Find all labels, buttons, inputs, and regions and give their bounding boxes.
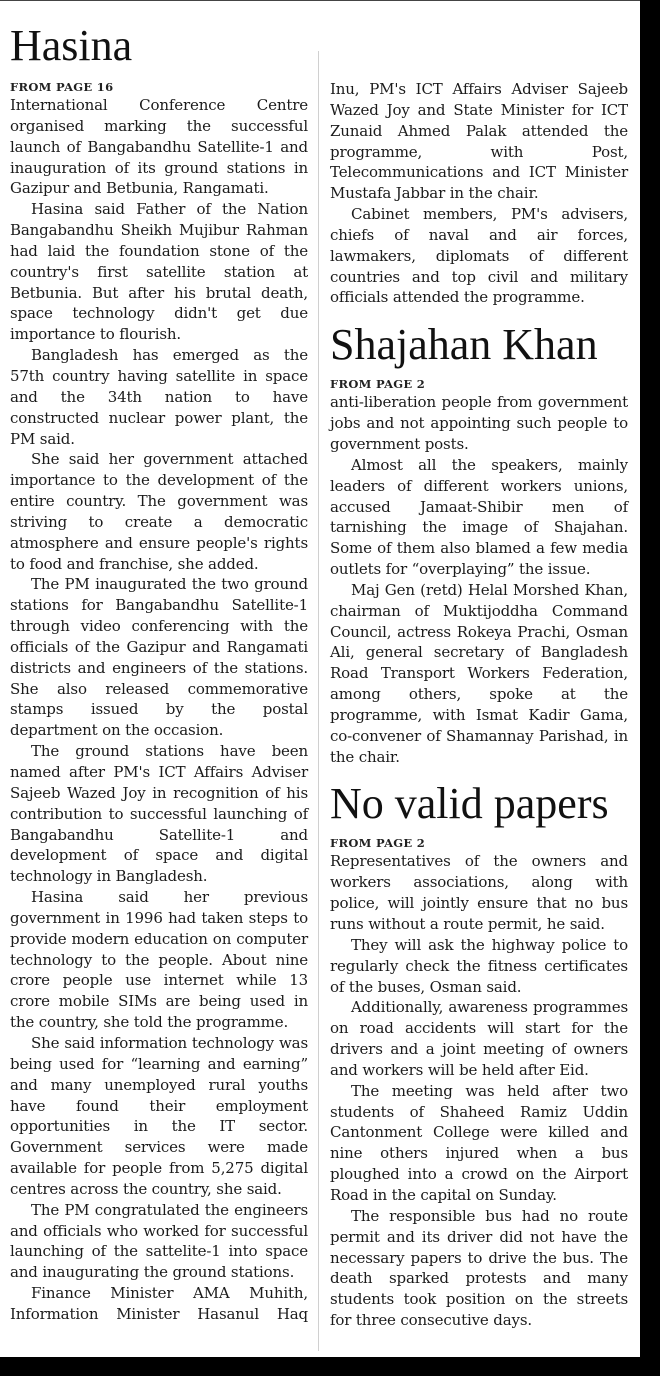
hasina-paragraph-10: Finance Minister AMA Muhith, Information Minister Hasanul Haq — [10, 1284, 308, 1323]
papers-paragraph-1: Representatives of the owners and workers associations, along with police, will jointly ensure that no bus runs without a route permit, he said. — [330, 852, 628, 933]
shajahan-paragraph-3: Maj Gen (retd) Helal Morshed Khan, chairman of Muktijoddha Command Council, actress Rokeya Prachi, Osman Ali, general secretary of Bangladesh Road Transport Workers Federation, among others, spoke at the programme, with Ismat Kadir Gama, co-convener of Shamannay Parishad, in the chair. — [330, 580, 628, 766]
column-divider — [318, 51, 319, 1351]
papers-paragraph-2: They will ask the highway police to regularly check the fitness certificates of the buses, Osman said. — [330, 935, 628, 996]
hasina-paragraph-6: The ground stations have been named after PM's ICT Affairs Adviser Sajeeb Wazed Joy in recognition of his contribution to successful launching of Bangabandhu Satellite-1 and development of space and digital technology in Bangladesh. — [10, 742, 308, 886]
right-column — [330, 79, 628, 1331]
left-column — [10, 1, 308, 1325]
hasina-paragraph-7: Hasina said her previous government in 1996 had taken steps to provide modern education on computer technology to the people. About nine crore people use internet while 13 crore mobile SIMs are being used in the country, she told the programme. — [10, 888, 308, 1032]
headline-hasina: Hasina — [10, 21, 133, 70]
papers-paragraph-4: The meeting was held after two students of Shaheed Ramiz Uddin Cantonment College were killed and nine others injured when a bus ploughed into a crowd on the Airport Road in the capital on Sunday. — [330, 1081, 628, 1204]
shajahan-paragraph-1: anti-liberation people from government jobs and not appointing such people to government posts. — [330, 393, 628, 453]
from-page-shajahan-khan: FROM PAGE 2 — [330, 377, 426, 392]
hasina-paragraph-3: Bangladesh has emerged as the 57th country having satellite in space and the 34th nation to have constructed nuclear power plant, the PM said. — [10, 346, 308, 448]
hasina-paragraph-5: The PM inaugurated the two ground stations for Bangabandhu Satellite-1 through video conferencing with the officials of the Gazipur and Rangamati districts and engineers of the stations. She also released commemorative stamps issued by the postal department on the occasion. — [10, 575, 308, 740]
hasina-paragraph-11: Cabinet members, PM's advisers, chiefs of naval and air forces, lawmakers, diplomats of different countries and top civil and military officials attended the programme. — [330, 205, 628, 307]
shajahan-paragraph-2: Almost all the speakers, mainly leaders of different workers unions, accused Jamaat-Shibir men of tarnishing the image of Shajahan. Some of them also blamed a few media outlets for “overplaying” the issue. — [330, 455, 628, 579]
hasina-paragraph-1: International Conference Centre organised marking the successful launch of Bangabandhu Satellite-1 and inauguration of its ground stations in Gazipur and Betbunia, Rangamati. — [10, 96, 308, 198]
papers-paragraph-5: The responsible bus had no route permit and its driver did not have the necessary papers to drive the bus. The death sparked protests and many students took position on the streets for three consecutive days. — [330, 1206, 628, 1330]
hasina-paragraph-2: Hasina said Father of the Nation Bangabandhu Sheikh Mujibur Rahman had laid the foundation stone of the country's first satellite station at Betbunia. But after his brutal death, space technology didn't get due importance to flourish. — [10, 200, 308, 344]
hasina-paragraph-8: She said information technology was being used for “learning and earning” and many unemployed rural youths have found their employment opportunities in the IT sector. Government services were made available for people from 5,275 digital centres across the country, she said. — [10, 1033, 308, 1198]
headline-shajahan-khan: Shajahan Khan — [330, 320, 598, 370]
hasina-paragraph-9: The PM congratulated the engineers and officials who worked for successful launching of the sattelite-1 into space and inaugurating the ground stations. — [10, 1200, 308, 1282]
papers-paragraph-3: Additionally, awareness programmes on road accidents will start for the drivers and a joint meeting of owners and workers will be held after Eid. — [330, 998, 628, 1079]
headline-no-valid-papers: No valid papers — [330, 779, 609, 829]
from-page-hasina: FROM PAGE 16 — [10, 80, 114, 94]
from-page-no-valid-papers: FROM PAGE 2 — [330, 836, 426, 851]
hasina-paragraph-10-continued: Inu, PM's ICT Affairs Adviser Sajeeb Wazed Joy and State Minister for ICT Zunaid Ahmed Palak attended the programme, with Post, Telecommunications and ICT Minister Mustafa Jabbar in the chair. — [330, 80, 628, 203]
hasina-paragraph-4: She said her government attached importance to the development of the entire country. The government was striving to create a democratic atmosphere and ensure people's rights to food and franchise, she added. — [10, 450, 308, 573]
